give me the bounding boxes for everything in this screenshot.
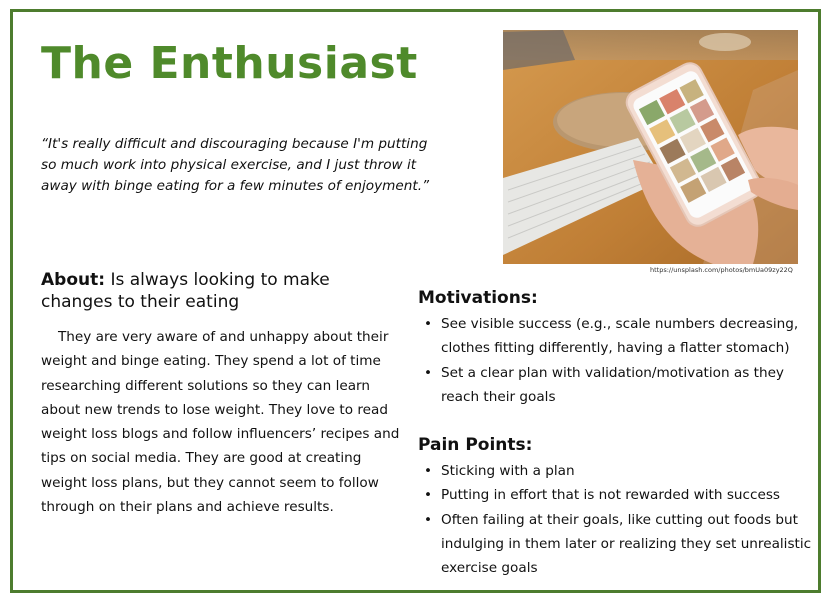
list-item: • Often failing at their goals, like cutting out foods but indulging in them later or realizing they set unrealistic exercise goals bbox=[420, 508, 815, 581]
persona-quote: “It's really difficult and discouraging because I'm putting so much work into physical exercise, and I just throw it away with binge eating for a few minutes of enjoyment.” bbox=[41, 136, 430, 194]
motivations-list bbox=[420, 312, 815, 409]
pain-points-heading: Pain Points: bbox=[418, 435, 533, 455]
bullet-icon: • bbox=[424, 511, 433, 528]
persona-title: The Enthusiast bbox=[41, 38, 418, 89]
photo-credit: https://unsplash.com/photos/bmUa09zy22Q bbox=[650, 266, 793, 274]
about-heading bbox=[41, 269, 381, 313]
list-item: • See visible success (e.g., scale numbers decreasing, clothes fitting differently, having a flatter stomach) bbox=[420, 312, 815, 361]
persona-photo bbox=[503, 30, 798, 264]
bullet-icon: • bbox=[424, 487, 433, 504]
list-item: • Putting in effort that is not rewarded with success bbox=[420, 483, 815, 507]
about-summary: Is always looking to make changes to their eating bbox=[41, 270, 330, 312]
motivations-heading: Motivations: bbox=[418, 288, 538, 308]
bullet-icon: • bbox=[424, 316, 433, 332]
bullet-icon: • bbox=[424, 463, 433, 479]
about-description: They are very aware of and unhappy about their weight and binge eating. They spend a lot of time researching different solutions so they can learn about new trends to lose weight. They love to read weight loss blogs and follow influencers’ recipes and tips on social media. They are good at creating weight loss plans, but they cannot seem to follow through on their plans and achieve results. bbox=[41, 329, 400, 516]
phone-in-hand-image bbox=[503, 30, 798, 264]
list-item: • Sticking with a plan bbox=[420, 459, 815, 483]
bullet-icon: • bbox=[424, 364, 433, 381]
about-label: About: bbox=[41, 270, 106, 290]
pain-points-list bbox=[420, 459, 815, 580]
list-item: • Set a clear plan with validation/motivation as they reach their goals bbox=[420, 361, 815, 410]
